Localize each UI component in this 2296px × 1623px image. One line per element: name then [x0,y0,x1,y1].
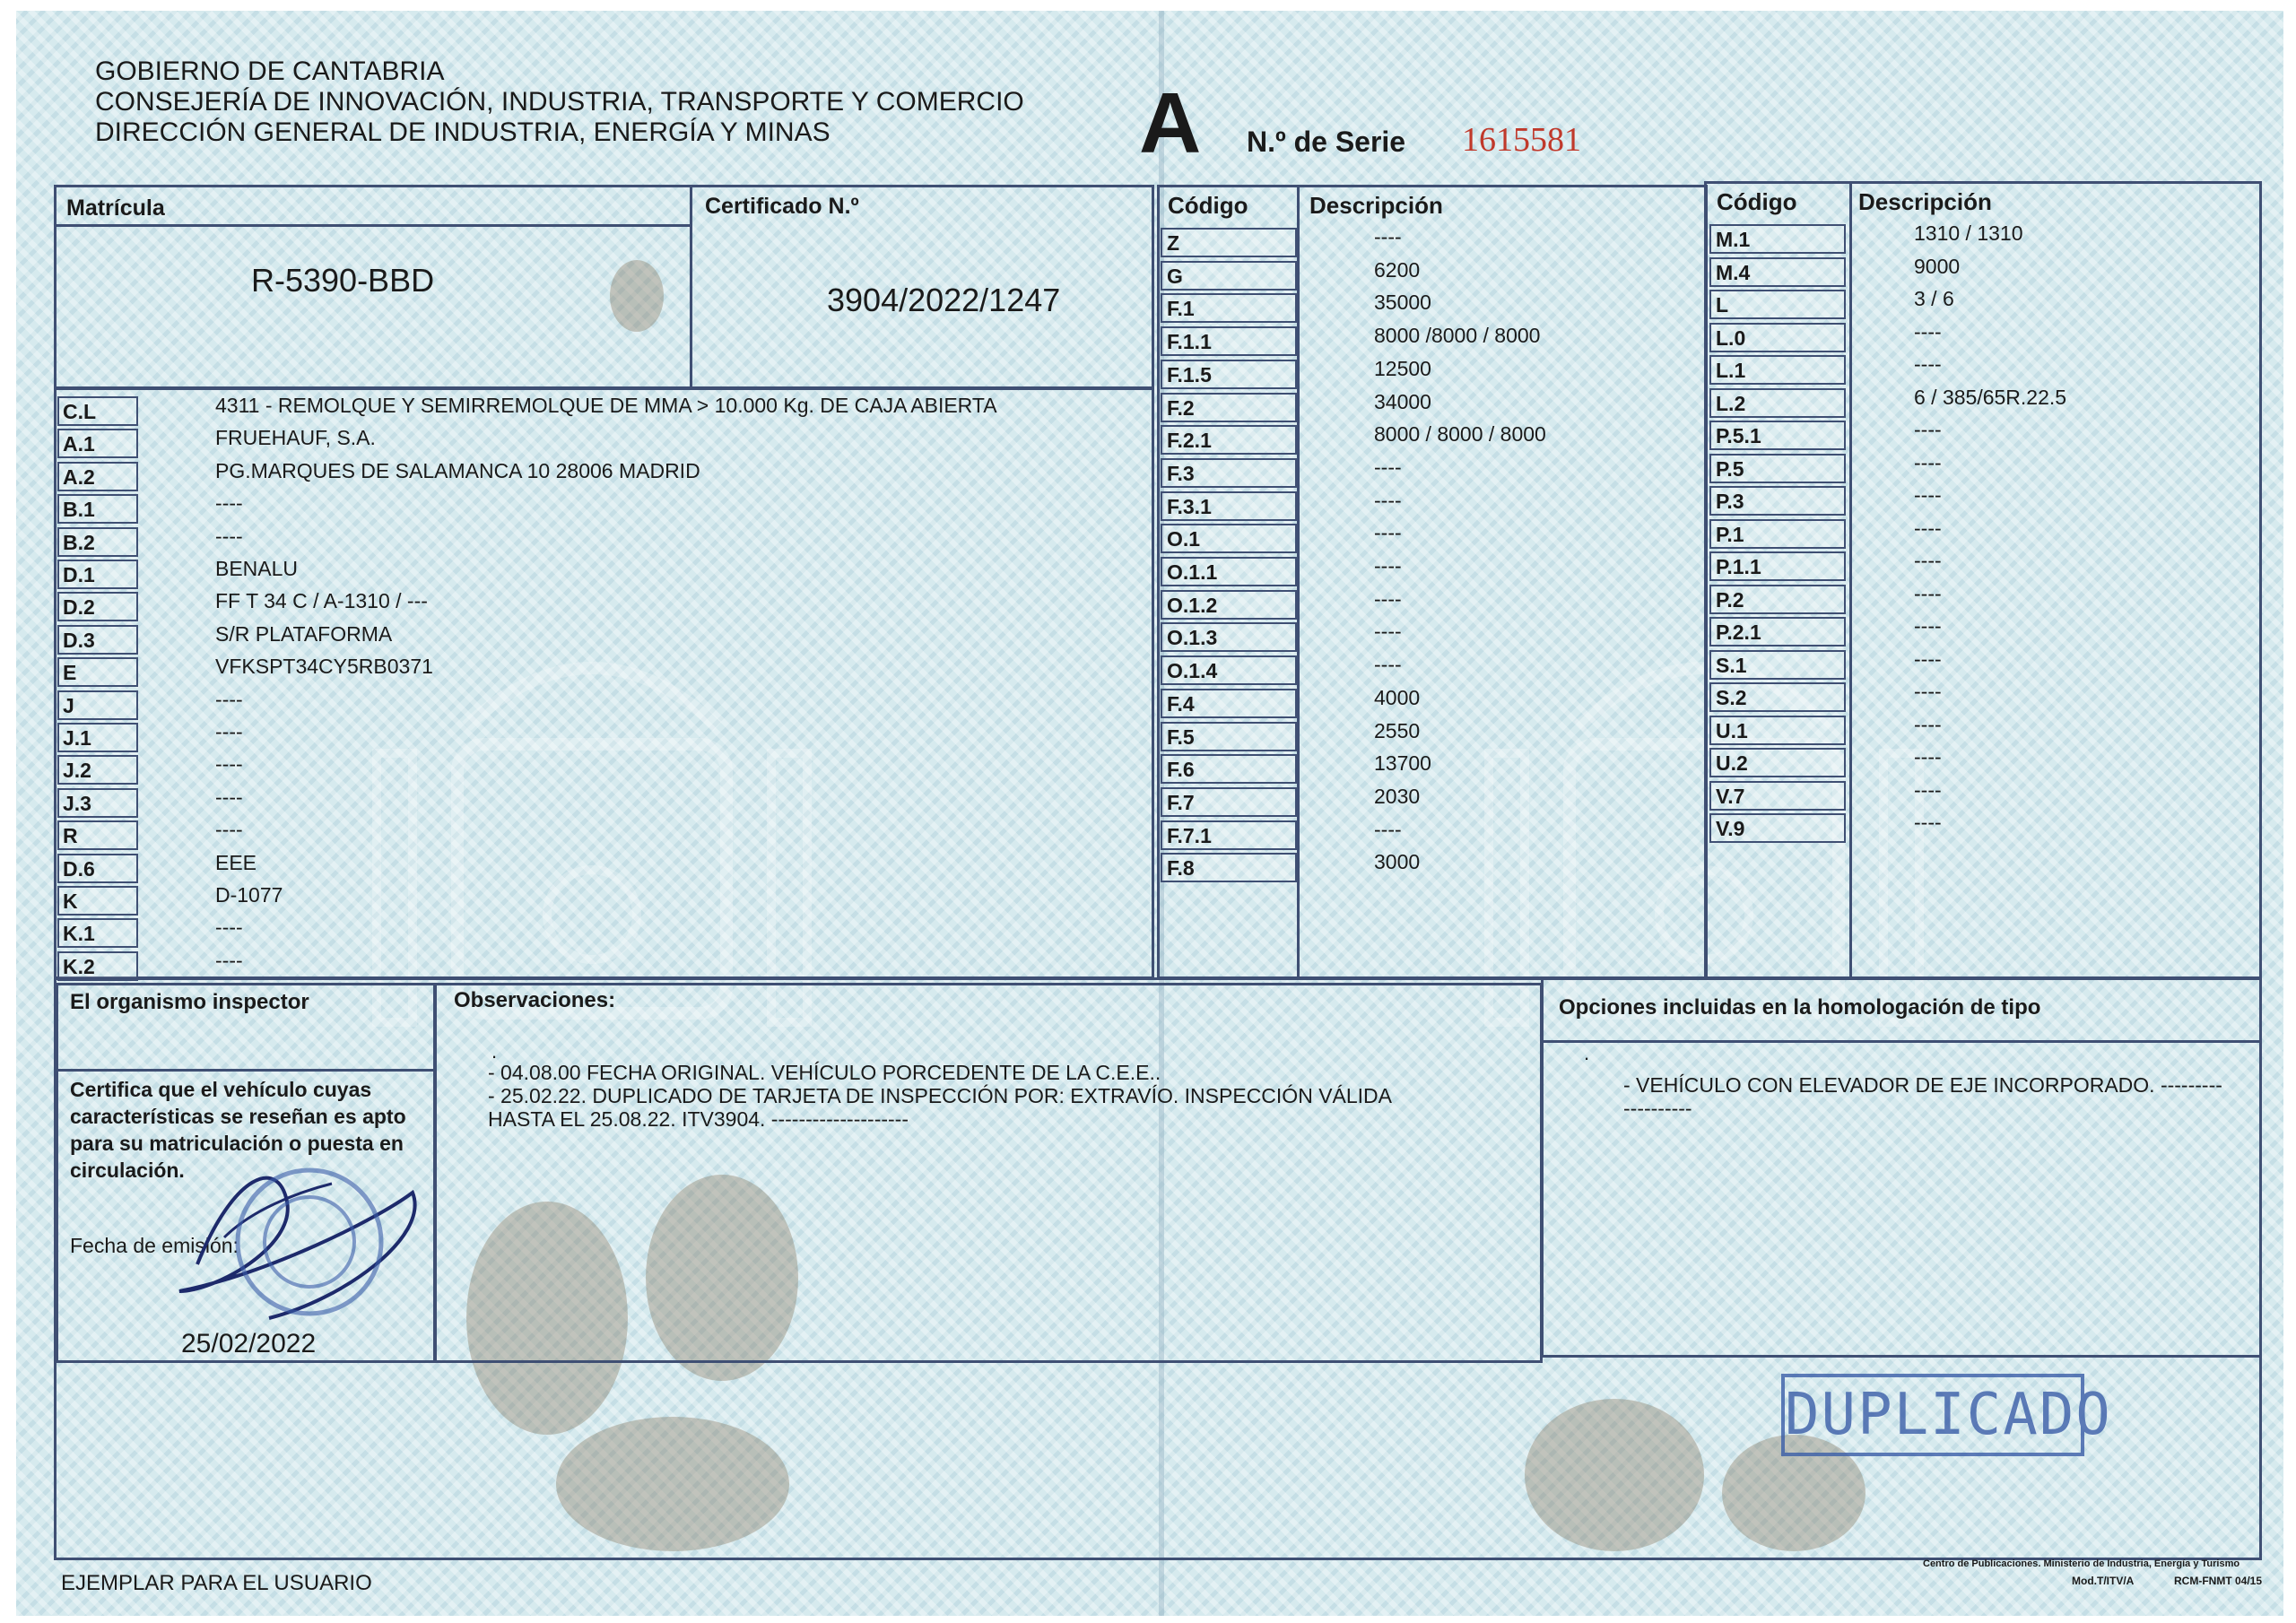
field-value: PG.MARQUES DE SALAMANCA 10 28006 MADRID [215,458,700,482]
field-code: Z [1161,228,1297,257]
field-value: ---- [1914,680,1942,703]
field-value: 12500 [1374,356,1431,380]
duplicado-stamp-text: DUPLICADO [1785,1382,2112,1448]
field-value: ---- [1914,483,1942,507]
field-value: ---- [1914,450,1942,474]
field-code: L.0 [1709,323,1846,352]
field-code: E [57,657,138,687]
field-code: F.8 [1161,853,1297,882]
field-code: P.5.1 [1709,421,1846,450]
field-value: ---- [1914,745,1942,768]
field-code: F.2 [1161,393,1297,422]
field-value: ---- [1374,586,1402,611]
field-code: P.2 [1709,585,1846,614]
field-value: ---- [1374,455,1402,479]
field-value: ---- [1374,521,1402,545]
field-code: L.1 [1709,355,1846,385]
field-code: O.1 [1161,524,1297,553]
field-value: ---- [1914,647,1942,671]
field-value: ---- [1374,817,1402,841]
observaciones-line-2: - 25.02.22. DUPLICADO DE TARJETA DE INSPECCIÓN POR: EXTRAVÍO. INSPECCIÓN VÁLIDA [488,1084,1393,1107]
field-code: J [57,690,138,720]
divider [1849,181,1852,979]
field-code: F.2.1 [1161,425,1297,455]
field-code: F.1 [1161,293,1297,323]
certificado-value: 3904/2022/1247 [827,282,1061,318]
field-value: ---- [215,491,243,516]
field-code: P.2.1 [1709,617,1846,647]
field-code: U.2 [1709,748,1846,777]
field-code: V.9 [1709,813,1846,843]
field-code: R [57,820,138,850]
observaciones-title: Observaciones: [454,988,616,1012]
field-value: ---- [1914,418,1942,441]
field-code: B.1 [57,494,138,524]
opciones-line-2: ---------- [1623,1097,1692,1120]
field-value: 3000 [1374,850,1421,874]
header-direction: DIRECCIÓN GENERAL DE INDUSTRIA, ENERGÍA Y MINAS [95,117,831,147]
field-value: S/R PLATAFORMA [215,621,393,646]
footer-ejemplar: EJEMPLAR PARA EL USUARIO [61,1571,372,1595]
opciones-box [1541,977,2262,1358]
certifica-text: Certifica que el vehículo cuyas características se reseñan es apto para su matriculación o puesta en circulación. [70,1078,406,1182]
field-value: ---- [215,785,243,809]
field-code: F.4 [1161,689,1297,718]
field-code: O.1.3 [1161,622,1297,652]
field-value: ---- [215,524,243,548]
field-value: ---- [1914,319,1942,343]
field-code: C.L [57,396,138,426]
field-value: ---- [1374,653,1402,677]
field-value: ---- [1914,777,1942,802]
field-value: ---- [215,818,243,842]
field-code: J.3 [57,788,138,818]
field-value: 6200 [1374,257,1421,282]
field-value: ---- [215,948,243,972]
serie-label: N.º de Serie [1247,126,1406,158]
field-code: M.4 [1709,257,1846,287]
fecha-label: Fecha de emisión: [70,1234,239,1257]
field-code: D.6 [57,854,138,883]
field-code: F.1.5 [1161,360,1297,389]
fecha-value: 25/02/2022 [181,1329,317,1358]
mid-desc-header: Descripción [1309,192,1443,219]
field-value: 2030 [1374,784,1421,808]
field-code: D.2 [57,592,138,621]
field-value: FF T 34 C / A-1310 / --- [215,589,428,613]
field-code: O.1.1 [1161,557,1297,586]
field-value: ---- [215,916,243,940]
field-value: VFKSPT34CY5RB0371 [215,655,433,679]
field-value: 13700 [1374,751,1431,776]
field-code: F.3.1 [1161,491,1297,521]
field-code: S.2 [1709,682,1846,712]
divider [54,224,692,227]
field-value: ---- [1914,352,1942,376]
field-value: D-1077 [215,883,283,907]
field-code: J.2 [57,755,138,785]
matricula-value: R-5390-BBD [251,262,435,299]
field-code: L.2 [1709,388,1846,418]
field-value: ---- [1914,614,1942,638]
field-code: D.1 [57,560,138,589]
duplicado-stamp [1781,1374,2112,1456]
inspector-title: El organismo inspector [70,990,309,1014]
field-value: 4000 [1374,685,1421,709]
field-value: 35000 [1374,291,1431,315]
opciones-dot: . [1584,1042,1590,1064]
field-value: 6 / 385/65R.22.5 [1914,385,2067,409]
field-value: ---- [1914,712,1942,736]
field-value: 1310 / 1310 [1914,221,2023,245]
field-code: F.7.1 [1161,820,1297,850]
field-code: M.1 [1709,224,1846,254]
field-value: ---- [215,687,243,711]
certificado-label: Certificado N.º [705,194,859,219]
serie-number: 1615581 [1462,121,1581,159]
field-code: F.5 [1161,722,1297,751]
field-code: L [1709,290,1846,319]
field-code: F.7 [1161,787,1297,817]
divider [1297,185,1300,979]
field-value: ---- [1914,811,1942,834]
category-letter: A [1139,75,1202,171]
field-value: ---- [1374,225,1402,248]
field-value: ---- [1374,488,1402,512]
header-ministry: CONSEJERÍA DE INNOVACIÓN, INDUSTRIA, TRANSPORTE Y COMERCIO [95,87,1024,117]
mid-code-header: Código [1168,192,1248,219]
field-code: P.3 [1709,486,1846,516]
right-code-header: Código [1717,188,1797,215]
field-value: 2550 [1374,718,1421,742]
observaciones-box [434,983,1543,1363]
field-code: V.7 [1709,781,1846,811]
field-code: A.2 [57,462,138,491]
header-government: GOBIERNO DE CANTABRIA [95,56,445,86]
field-value: EEE [215,850,257,874]
field-value: 34000 [1374,389,1431,413]
observaciones-line-1: - 04.08.00 FECHA ORIGINAL. VEHÍCULO PORCEDENTE DE LA C.E.E.. [488,1061,1161,1084]
right-desc-header: Descripción [1858,188,1992,215]
field-code: F.3 [1161,458,1297,488]
matricula-label: Matrícula [66,195,165,221]
field-code: P.5 [1709,454,1846,483]
field-code: O.1.4 [1161,655,1297,685]
field-code: F.1.1 [1161,326,1297,356]
observaciones-line-3: HASTA EL 25.08.22. ITV3904. -------------------- [488,1107,909,1131]
field-value: ---- [215,720,243,743]
opciones-title: Opciones incluidas en la homologación de tipo [1559,995,2041,1020]
field-value: ---- [1374,620,1402,644]
field-value: 8000 / 8000 / 8000 [1374,422,1546,447]
field-code: K [57,886,138,916]
footer-publicaciones: Centro de Publicaciones. Ministerio de Industria, Energía y Turismo [1923,1558,2240,1569]
field-code: U.1 [1709,716,1846,745]
footer-rcm: RCM-FNMT 04/15 [2174,1575,2263,1587]
field-code: O.1.2 [1161,590,1297,620]
field-value: ---- [1374,554,1402,577]
field-code: K.2 [57,951,138,981]
field-code: B.2 [57,527,138,557]
field-value: 8000 /8000 / 8000 [1374,324,1541,348]
field-value: 3 / 6 [1914,287,1954,310]
field-value: 4311 - REMOLQUE Y SEMIRREMOLQUE DE MMA > 10.000 Kg. DE CAJA ABIERTA [215,394,997,417]
field-value: ---- [1914,581,1942,605]
field-value: ---- [1914,549,1942,572]
footer-model: Mod.T/ITV/A [2072,1575,2135,1587]
field-code: J.1 [57,723,138,752]
field-code: F.6 [1161,754,1297,784]
observaciones-dot: . [491,1040,498,1063]
official-seal-icon [224,1157,395,1327]
field-code: S.1 [1709,650,1846,680]
field-value: ---- [1914,516,1942,540]
divider [1541,1040,2262,1043]
field-code: P.1 [1709,519,1846,549]
field-value: ---- [215,752,243,777]
field-code: D.3 [57,625,138,655]
divider [56,1069,436,1072]
field-code: K.1 [57,918,138,948]
field-value: BENALU [215,557,299,580]
field-code: P.1.1 [1709,551,1846,581]
field-value: FRUEHAUF, S.A. [215,426,376,450]
field-code: A.1 [57,429,138,458]
field-value: 9000 [1914,254,1961,278]
opciones-line-1: - VEHÍCULO CON ELEVADOR DE EJE INCORPORADO. --------- [1623,1073,2222,1097]
field-code: G [1161,261,1297,291]
